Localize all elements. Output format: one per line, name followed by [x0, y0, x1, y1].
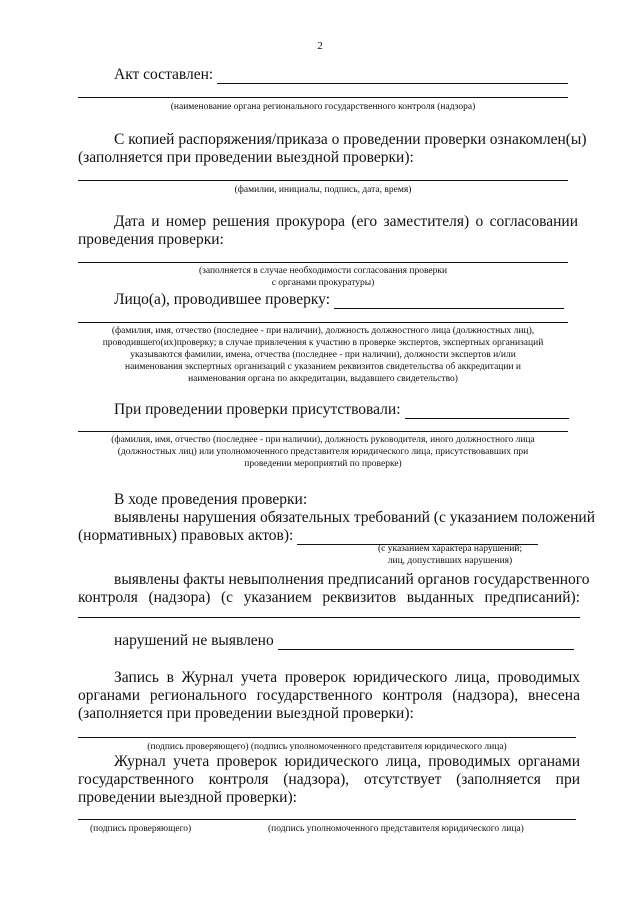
- prosecutor-decision-line1: Дата и номер решения прокурора (его заместителя) о согласовании: [114, 213, 578, 230]
- orders-line1: выявлены факты невыполнения предписаний органов государственного: [114, 571, 590, 588]
- page-number: 2: [317, 40, 323, 52]
- present-row: [114, 401, 569, 419]
- copy-acquainted-line1: С копией распоряжения/приказа о проведении проверки ознакомлен(ы): [114, 131, 587, 148]
- journal-entry-line2: органами регионального государственного контроля (надзора), внесена: [78, 687, 580, 704]
- findings-intro: В ходе проведения проверки:: [114, 491, 308, 508]
- inspector-note2: проводившего(их)проверку; в случае привлечения к участию в проверке экспертов, экспертных организаций: [102, 338, 544, 348]
- orders-line[interactable]: [78, 617, 580, 618]
- present-field[interactable]: [405, 404, 569, 419]
- present-line[interactable]: [78, 431, 568, 432]
- inspector-line[interactable]: [78, 322, 568, 323]
- violations-note2: лиц, допустивших нарушения): [387, 556, 513, 566]
- inspector-label: Лицо(а), проводившее проверку:: [114, 291, 331, 308]
- inspector-field[interactable]: [334, 294, 564, 309]
- journal-entry-line3: (заполняется при проведении выездной проверки):: [78, 705, 414, 722]
- present-note1: (фамилия, имя, отчество (последнее - при наличии), должность руководителя, иного должностного лица: [111, 435, 535, 445]
- prosecutor-decision-note1: (заполняется в случае необходимости согласования проверки: [198, 266, 448, 276]
- inspector-note5: наименования органа по аккредитации, выдавшего свидетельство): [188, 374, 458, 384]
- inspector-note4: наименования экспертных организаций с указанием реквизитов свидетельства об аккредитации и: [124, 362, 521, 372]
- inspector-row: [114, 291, 564, 309]
- no-violations-label: нарушений не выявлено: [114, 632, 274, 649]
- no-violations-field[interactable]: [278, 635, 574, 650]
- journal-absent-note-right: (подпись уполномоченного представителя юридического лица): [268, 824, 524, 834]
- act-compiled-line[interactable]: [78, 97, 568, 98]
- present-label: При проведении проверки присутствовали:: [114, 401, 401, 418]
- act-compiled-label: Акт составлен:: [114, 66, 214, 83]
- act-compiled-note: (наименование органа регионального государственного контроля (надзора): [170, 102, 476, 112]
- inspector-note3: указываются фамилии, имена, отчества (последнее - при наличии), должности экспертов и/или: [130, 350, 516, 360]
- copy-acquainted-note: (фамилии, инициалы, подпись, дата, время): [234, 185, 412, 195]
- prosecutor-decision-line2: проведения проверки:: [78, 231, 224, 248]
- journal-absent-line2: государственного контроля (надзора), отсутствует (заполняется при: [78, 771, 580, 788]
- journal-entry-note: (подпись проверяющего) (подпись уполномоченного представителя юридического лица): [147, 742, 507, 752]
- journal-absent-note-left: (подпись проверяющего): [90, 824, 192, 834]
- copy-acquainted-line2: (заполняется при проведении выездной проверки):: [78, 149, 414, 166]
- orders-line2: контроля (надзора) (с указанием реквизитов выданных предписаний):: [78, 589, 580, 606]
- journal-absent-line3: проведении выездной проверки):: [78, 789, 297, 806]
- journal-absent-line[interactable]: [78, 819, 576, 820]
- journal-entry-line1: Запись в Журнал учета проверок юридического лица, проводимых: [114, 669, 580, 686]
- act-compiled-row: [114, 66, 568, 84]
- violations-line1: выявлены нарушения обязательных требований (с указанием положений: [114, 509, 596, 526]
- journal-entry-line[interactable]: [78, 737, 576, 738]
- present-note3: проведении мероприятий по проверке): [244, 459, 402, 469]
- violations-note1: (с указанием характера нарушений;: [377, 544, 523, 554]
- copy-acquainted-line[interactable]: [78, 180, 568, 181]
- prosecutor-decision-line[interactable]: [78, 262, 568, 263]
- inspector-note1: (фамилия, имя, отчество (последнее - при наличии), должность должностного лица (должностных лиц),: [111, 326, 535, 336]
- journal-absent-line1: Журнал учета проверок юридического лица, проводимых органами: [114, 753, 580, 770]
- no-violations-row: [114, 632, 574, 650]
- prosecutor-decision-note2: с органами прокуратуры): [271, 278, 375, 288]
- act-compiled-field[interactable]: [217, 69, 568, 84]
- violations-line2: (нормативных) правовых актов):: [78, 527, 294, 544]
- present-note2: (должностных лиц) или уполномоченного представителя юридического лица, присутствовавших при: [117, 447, 529, 457]
